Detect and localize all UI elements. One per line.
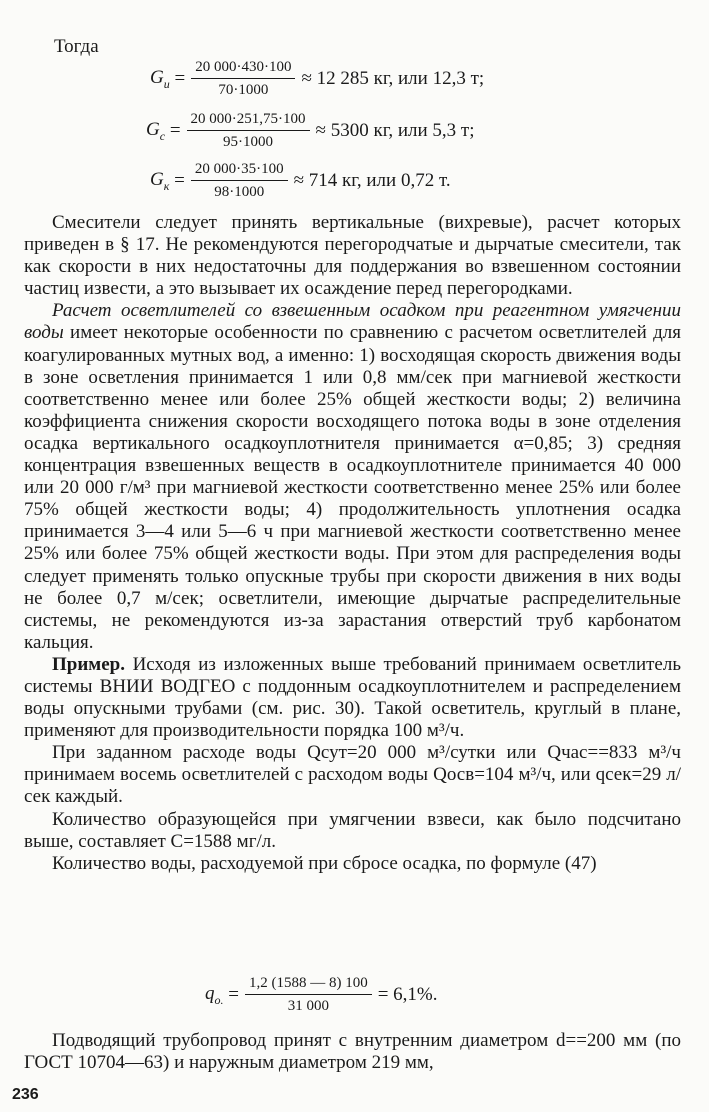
eq4-result: = 6,1%.	[377, 984, 438, 1005]
eq2-sub: с	[159, 128, 166, 143]
eq1-denominator: 70·1000	[218, 82, 269, 98]
eq2-lhs: G	[146, 118, 160, 140]
eq3-result: ≈ 714 кг, или 0,72 т.	[293, 170, 451, 191]
equation-gs: $G_с$ = $\frac{20 000\cdot 251,75\cdot 100}{95\cdot 1000}$ ≈ 5300 кг, или 5,3 т;	[146, 111, 475, 150]
eq1-lhs: G	[150, 66, 164, 88]
equation-qo: $q_{о.}$ = $\frac{1,2 (1588 — 8) 100}{31 000}$ = 6,1%.	[205, 975, 438, 1014]
eq1-result: ≈ 12 285 кг, или 12,3 т;	[301, 68, 485, 89]
eq1-fraction	[191, 60, 295, 98]
paragraph-example	[24, 654, 681, 742]
eq2-numerator: 20 000·251,75·100	[187, 112, 310, 131]
eq3-sub: к	[163, 178, 170, 193]
eq2-fraction	[187, 112, 310, 150]
eq2-denominator: 95·1000	[223, 134, 274, 150]
paragraph-mixers: Смесители следует принять вертикальные (вихревые), расчет которых приведен в § 17. Не рекомендуются перегородчатые и дырчатые смесители, так как скорости в них недостаточны для поддержания во взвешенном состоянии частиц извести, а это вызывает их осаждение перед перегородками.	[24, 212, 681, 300]
example-body: Исходя из изложенных выше требований принимаем осветлитель системы ВНИИ ВОДГЕО с поддонным осадкоуплотнителем и распределением воды опускными трубами (см. рис. 30). Такой осветитель, круглый в плане, применяют для производительности порядка 100 м³/ч.	[24, 653, 681, 742]
main-text-block	[24, 212, 681, 875]
final-text-block	[24, 1030, 681, 1074]
eq1-numerator: 20 000·430·100	[191, 60, 295, 79]
eq1-sub: и	[163, 76, 170, 91]
equation-gi: $G_и$ = $\frac{20 000\cdot 430\cdot 100}{70\cdot 1000}$ ≈ 12 285 кг, или 12,3 т;	[150, 59, 485, 98]
paragraph-pipeline: Подводящий трубопровод принят с внутренним диаметром d==200 мм (по ГОСТ 10704—63) и наружным диаметром 219 мм,	[24, 1030, 681, 1074]
equation-gk: $G_к$ = $\frac{20 000\cdot 35\cdot 100}{98\cdot 1000}$ ≈ 714 кг, или 0,72 т.	[150, 161, 451, 200]
eq3-denominator: 98·1000	[214, 184, 265, 200]
eq4-numerator: 1,2 (1588 — 8) 100	[245, 976, 372, 995]
paragraph-clarifier-calc-body: имеет некоторые особенности по сравнению с расчетом осветлителей для коагулированных мутных вод, а именно: 1) восходящая скорость движения воды в зоне осветления принимается 1 или 0,8 мм/сек при магниевой жесткости соответственно менее или более 25% общей жесткости воды; 2) величина коэффициента снижения скорости восходящего потока воды в зоне отделения осадка вертикального осадкоуплотнителя принимается α=0,85; 3) средняя концентрация взвешенных веществ в осадкоуплотнителе принимается 40 000 или 20 000 г/м³ при магниевой жесткости соответственно менее 25% или более 75% общей жесткости воды; 4) продолжительность уплотнения осадка принимается 3—4 или 5—6 ч при магниевой жесткости соответственно менее 25% или более 75% общей жесткости воды. При этом для распределения воды следует применять только опускные трубы при скорости движения в них воды не более 0,7 м/сек; осветлители, имеющие дырчатые распределительные системы, не рекомендуются из-за зарастания отверстий труб карбонатом кальция.	[24, 322, 681, 653]
eq4-lhs: q	[205, 982, 215, 1004]
eq3-lhs: G	[150, 168, 164, 190]
eq4-fraction	[245, 976, 372, 1014]
eq2-result: ≈ 5300 кг, или 5,3 т;	[315, 120, 475, 141]
eq3-numerator: 20 000·35·100	[191, 162, 288, 181]
eq3-fraction	[191, 162, 288, 200]
example-label: Пример.	[52, 653, 125, 675]
paragraph-clarifier-calc-heading: Расчет осветлителей со взвешенным осадком при реагентном умягчении воды	[24, 300, 681, 344]
page-number: 236	[12, 1086, 39, 1103]
eq4-denominator: 31 000	[287, 998, 329, 1014]
paragraph-suspension: Количество образующейся при умягчении взвеси, как было подсчитано выше, составляет C=1588 мг/л.	[24, 808, 681, 852]
paragraph-flow-rate: При заданном расходе воды Qсут=20 000 м³/сутки или Qчас==833 м³/ч принимаем восемь осветлителей с расходом воды Qосв=104 м³/ч, или qсек=29 л/сек каждый.	[24, 742, 681, 808]
eq4-sub: о.	[214, 992, 224, 1007]
paragraph-discharge-water: Количество воды, расходуемой при сбросе осадка, по формуле (47)	[52, 852, 597, 874]
paragraph-clarifier-calc	[24, 300, 681, 654]
intro-word: Тогда	[54, 36, 99, 57]
